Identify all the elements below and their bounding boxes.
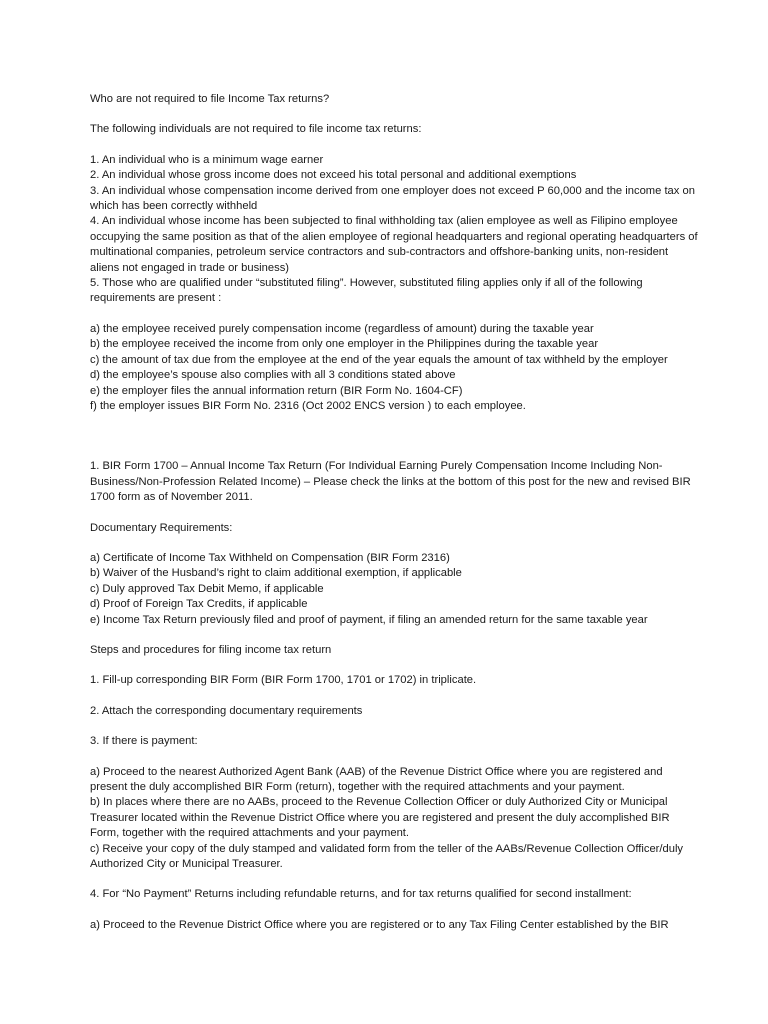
list-item: 5. Those who are qualified under “substituted filing”. However, substituted filing applies only if all of the following requirements are present : xyxy=(90,277,643,305)
conditions-list xyxy=(90,322,700,414)
list-item: d) Proof of Foreign Tax Credits, if applicable xyxy=(90,598,308,611)
steps-heading: Steps and procedures for filing income tax return xyxy=(90,643,332,656)
list-item: e) Income Tax Return previously filed and proof of payment, if filing an amended return for the same taxable year xyxy=(90,613,648,626)
list-item: 2. An individual whose gross income does not exceed his total personal and additional exemptions xyxy=(90,169,577,182)
list-item: 3. An individual whose compensation income derived from one employer does not exceed P 60,000 and the income tax on which has been correctly withheld xyxy=(90,184,695,213)
list-item: b) Waiver of the Husband’s right to claim additional exemption, if applicable xyxy=(90,567,462,580)
intro-text: The following individuals are not required to file income tax returns: xyxy=(90,123,422,136)
list-item: a) Certificate of Income Tax Withheld on Compensation (BIR Form 2316) xyxy=(90,551,450,564)
document-page xyxy=(90,92,700,933)
list-item: c) the amount of tax due from the employee at the end of the year equals the amount of tax withheld by the employer xyxy=(90,353,668,366)
step-2: 2. Attach the corresponding documentary requirements xyxy=(90,704,363,717)
list-item: c) Duly approved Tax Debit Memo, if applicable xyxy=(90,582,324,595)
list-item: a) Proceed to the nearest Authorized Agent Bank (AAB) of the Revenue District Office where you are registered and present the duly accomplished BIR Form (return), together with the required attachments and your payment. xyxy=(90,765,663,793)
form-1700-paragraph: 1. BIR Form 1700 – Annual Income Tax Return (For Individual Earning Purely Compensation Income Including Non-Business/Non-Profession Related Income) – Please check the links at the bottom of this post for the new and revised BIR 1700 form as of November 2011. xyxy=(90,460,691,504)
payment-steps-list xyxy=(90,765,700,873)
list-item: d) the employee’s spouse also complies with all 3 conditions stated above xyxy=(90,369,456,382)
step-1: 1. Fill-up corresponding BIR Form (BIR Form 1700, 1701 or 1702) in triplicate. xyxy=(90,674,477,687)
doc-requirements-list xyxy=(90,551,700,628)
list-item: c) Receive your copy of the duly stamped and validated form from the teller of the AABs/Revenue Collection Officer/duly Authorized City or Municipal Treasurer. xyxy=(90,842,684,871)
list-item: 1. An individual who is a minimum wage earner xyxy=(90,153,324,166)
list-item: b) In places where there are no AABs, proceed to the Revenue Collection Officer or duly Authorized City or Municipal Treasurer located within the Revenue District Office where you are registered and present the duly accomplished BIR Form, together with the required attachments and your payment. xyxy=(90,796,670,840)
step-4a: a) Proceed to the Revenue District Office where you are registered or to any Tax Filing Center established by the BIR xyxy=(90,918,669,931)
list-item: e) the employer files the annual information return (BIR Form No. 1604-CF) xyxy=(90,384,463,397)
list-item: 4. An individual whose income has been subjected to final withholding tax (alien employee as well as Filipino employee occupying the same position as that of the alien employee of regional headquarters and regional operating headquarters of multinational companies, petroleum service contractors and sub-contractors and offshore-banking units, non-resident aliens not engaged in trade or business) xyxy=(90,215,698,274)
step-3: 3. If there is payment: xyxy=(90,735,198,748)
page-heading: Who are not required to file Income Tax returns? xyxy=(90,93,330,105)
list-item: b) the employee received the income from only one employer in the Philippines during the taxable year xyxy=(90,338,599,351)
list-item: a) the employee received purely compensation income (regardless of amount) during the taxable year xyxy=(90,322,594,335)
list-item: f) the employer issues BIR Form No. 2316 (Oct 2002 ENCS version ) to each employee. xyxy=(90,399,526,412)
doc-requirements-heading: Documentary Requirements: xyxy=(90,521,233,534)
step-4: 4. For “No Payment” Returns including refundable returns, and for tax returns qualified for second installment: xyxy=(90,888,632,901)
not-required-list xyxy=(90,153,700,307)
